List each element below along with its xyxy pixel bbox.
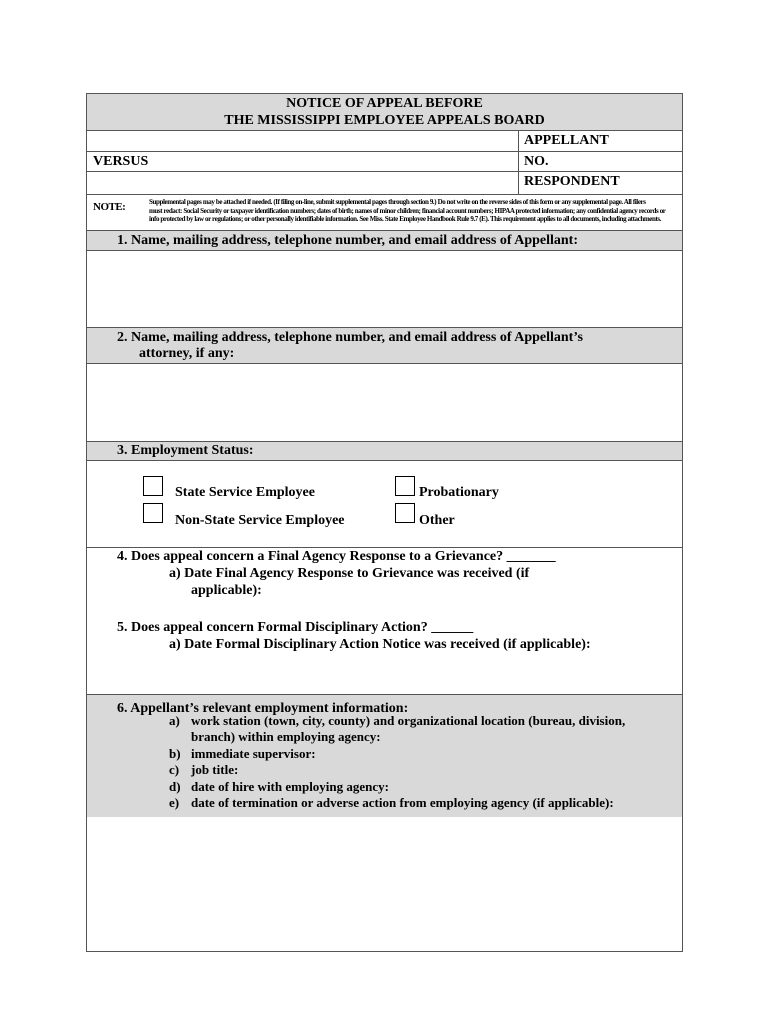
note-block [87,195,682,231]
section-5-question: 5. Does appeal concern Formal Disciplinary Action? ______ [117,620,474,635]
other-checkbox[interactable] [395,503,415,523]
section-6c-marker: c) [169,762,180,777]
section-6e-line: date of termination or adverse action from employing agency (if applicable): [191,795,614,810]
section-6e-marker: e) [169,795,180,810]
note-label: NOTE: [93,201,126,213]
note-text-line2: must redact: Social Security or taxpayer identification numbers; dates of birth; names of minor children; financial account numbers; HIPAA protected information; any confidential agency records or [149,207,666,215]
section-3-title: 3. Employment Status: [117,443,254,458]
section-6c-line: job title: [191,762,239,777]
probationary-checkbox[interactable] [395,476,415,496]
state-service-label: State Service Employee [175,485,315,500]
section-4a-line2: applicable): [191,583,262,598]
case-number-label: NO. [524,154,549,169]
state-service-checkbox[interactable] [143,476,163,496]
attorney-contact-field[interactable] [87,364,682,441]
section-2-title-line1: 2. Name, mailing address, telephone number, and email address of Appellant’s [117,330,583,345]
non-state-service-checkbox[interactable] [143,503,163,523]
appellant-label: APPELLANT [524,133,609,148]
respondent-label: RESPONDENT [524,174,620,189]
employment-info-field[interactable] [87,817,682,951]
respondent-name-field[interactable] [87,172,517,193]
section-2-header [87,328,682,363]
appeal-form [86,93,683,952]
other-label: Other [419,513,455,528]
title-block [87,94,682,130]
section-1-title: 1. Name, mailing address, telephone number, and email address of Appellant: [117,233,579,248]
section-1-header [87,231,682,250]
probationary-label: Probationary [419,485,499,500]
form-title-line2: THE MISSISSIPPI EMPLOYEE APPEALS BOARD [224,113,545,128]
section-6d-marker: d) [169,779,181,794]
section-6b-line: immediate supervisor: [191,746,316,761]
section-5a-line: a) Date Formal Disciplinary Action Notice was received (if applicable): [169,637,591,652]
section-3-header [87,442,682,460]
section-4-question: 4. Does appeal concern a Final Agency Response to a Grievance? _______ [117,549,556,564]
note-text-line1: Supplemental pages may be attached if needed. (If filing on-line, submit supplemental pages through section 9.) Do not write on the reverse sides of this form or any supplemental page. All filers [149,198,646,206]
section-4a-line1: a) Date Final Agency Response to Grievance was received (if [169,566,530,581]
appellant-contact-field[interactable] [87,251,682,327]
section-6-title: 6. Appellant’s relevant employment information: [117,701,409,716]
section-6-block [87,695,682,817]
versus-label: VERSUS [93,154,149,169]
section-6a-line1: work station (town, city, county) and organizational location (bureau, division, [191,713,626,728]
section-6a-marker: a) [169,713,180,728]
form-title-line1: NOTICE OF APPEAL BEFORE [286,96,483,111]
section-6a-line2: branch) within employing agency: [191,729,381,744]
section-6d-line: date of hire with employing agency: [191,779,389,794]
note-text-line3: info protected by law or regulations; or other personally identifiable information. See Miss. State Employee Handbook Rule 9.7 (E). This requirement applies to all documents, including attachments. [149,215,662,223]
non-state-service-label: Non-State Service Employee [175,513,345,528]
appellant-name-field[interactable] [87,131,517,151]
section-2-title-line2: attorney, if any: [139,346,235,361]
section-6b-marker: b) [169,746,181,761]
